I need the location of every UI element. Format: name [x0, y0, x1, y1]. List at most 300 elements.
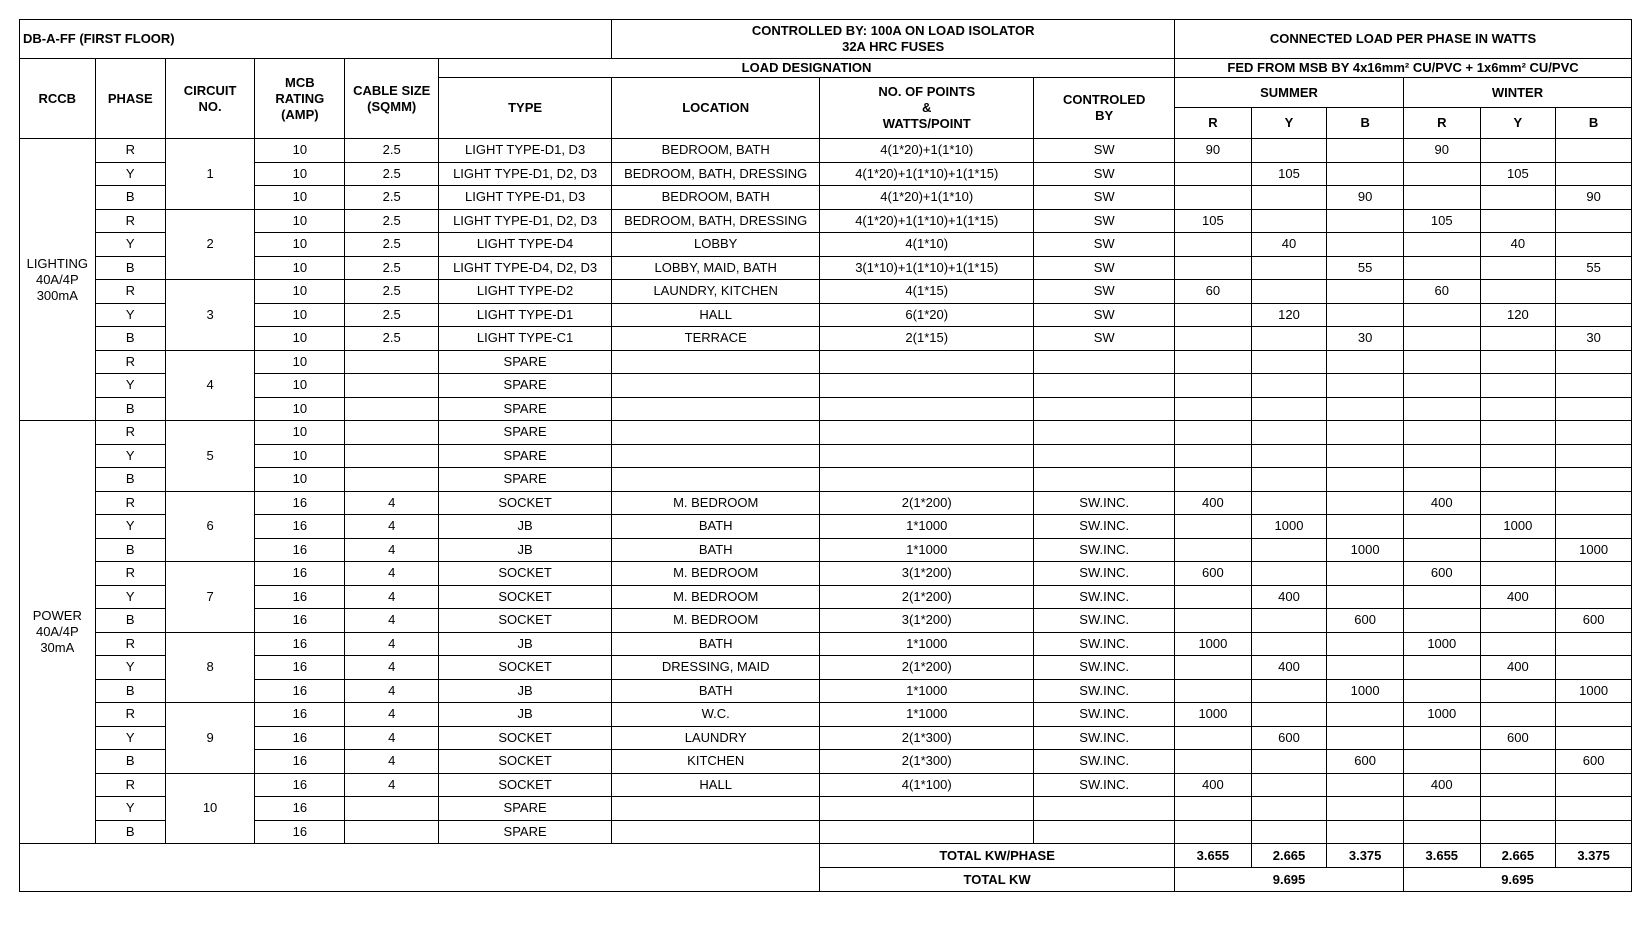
- type-cell: SOCKET: [438, 562, 611, 586]
- table-row: [20, 256, 1632, 280]
- summer-b-cell: 1000: [1327, 538, 1404, 562]
- points-cell: 4(1*100): [820, 773, 1034, 797]
- winter-r-cell: [1403, 186, 1480, 210]
- winter-r-cell: [1403, 609, 1480, 633]
- cable-cell: [345, 444, 438, 468]
- summer-y-cell: [1251, 327, 1327, 351]
- mcb-cell: 16: [255, 515, 345, 539]
- winter-y-cell: [1480, 280, 1556, 304]
- mcb-cell: 10: [255, 139, 345, 163]
- table-row: [20, 750, 1632, 774]
- controlled-by: [612, 20, 1175, 59]
- summer-y-cell: [1251, 609, 1327, 633]
- table-row: [20, 468, 1632, 492]
- controlled-cell: SW.INC.: [1034, 656, 1175, 680]
- winter-b-cell: [1556, 562, 1632, 586]
- winter-y-cell: [1480, 820, 1556, 844]
- winter-y-cell: 40: [1480, 233, 1556, 257]
- summer-r-cell: [1175, 750, 1252, 774]
- summer-r-cell: [1175, 585, 1252, 609]
- winter-y-cell: [1480, 421, 1556, 445]
- phase-cell: B: [95, 468, 165, 492]
- controlled-cell: SW.INC.: [1034, 773, 1175, 797]
- distribution-board-schedule: [19, 19, 1632, 892]
- location-cell: BEDROOM, BATH, DRESSING: [612, 209, 820, 233]
- mcb-cell: 10: [255, 162, 345, 186]
- points-cell: 6(1*20): [820, 303, 1034, 327]
- type-cell: SPARE: [438, 797, 611, 821]
- points-cell: 4(1*10): [820, 233, 1034, 257]
- location-cell: BATH: [612, 632, 820, 656]
- cable-cell: 4: [345, 609, 438, 633]
- type-cell: SPARE: [438, 820, 611, 844]
- table-row: [20, 562, 1632, 586]
- location-cell: M. BEDROOM: [612, 609, 820, 633]
- type-cell: SPARE: [438, 397, 611, 421]
- summer-r-cell: [1175, 820, 1252, 844]
- cable-cell: [345, 797, 438, 821]
- controlled-cell: SW.INC.: [1034, 585, 1175, 609]
- controlled-cell: [1034, 374, 1175, 398]
- winter-y-cell: 400: [1480, 656, 1556, 680]
- summer-b-cell: 600: [1327, 609, 1404, 633]
- type-cell: JB: [438, 679, 611, 703]
- winter-r-cell: [1403, 421, 1480, 445]
- header-mcb-rating: MCB RATING (AMP): [255, 59, 345, 139]
- points-cell: 4(1*20)+1(1*10)+1(1*15): [820, 162, 1034, 186]
- summer-y-cell: [1251, 397, 1327, 421]
- rccb-label-line: LIGHTING: [26, 255, 88, 271]
- summer-b-cell: [1327, 139, 1404, 163]
- summer-b-cell: [1327, 632, 1404, 656]
- mcb-cell: 10: [255, 209, 345, 233]
- mcb-cell: 16: [255, 562, 345, 586]
- location-cell: LOBBY: [612, 233, 820, 257]
- cable-cell: 4: [345, 538, 438, 562]
- header-points: NO. OF POINTS & WATTS/POINT: [820, 78, 1034, 139]
- type-cell: SOCKET: [438, 656, 611, 680]
- points-cell: 1*1000: [820, 679, 1034, 703]
- summer-r-cell: 400: [1175, 773, 1252, 797]
- summer-y-cell: 600: [1251, 726, 1327, 750]
- circuit-number-cell: 6: [165, 491, 254, 562]
- winter-b-cell: 1000: [1556, 679, 1632, 703]
- location-cell: BATH: [612, 679, 820, 703]
- rccb-group-lighting: [20, 139, 96, 421]
- location-cell: [612, 468, 820, 492]
- header-summer-y: Y: [1251, 108, 1327, 139]
- winter-y-cell: [1480, 468, 1556, 492]
- summer-r-cell: [1175, 350, 1252, 374]
- summer-b-cell: [1327, 491, 1404, 515]
- points-cell: [820, 421, 1034, 445]
- winter-b-cell: [1556, 726, 1632, 750]
- mcb-cell: 16: [255, 585, 345, 609]
- points-cell: 1*1000: [820, 515, 1034, 539]
- phase-cell: Y: [95, 515, 165, 539]
- summer-r-cell: 105: [1175, 209, 1252, 233]
- cable-cell: 2.5: [345, 186, 438, 210]
- winter-y-cell: [1480, 374, 1556, 398]
- summer-r-cell: [1175, 256, 1252, 280]
- summer-y-cell: 400: [1251, 585, 1327, 609]
- mcb-cell: 10: [255, 186, 345, 210]
- winter-y-cell: 400: [1480, 585, 1556, 609]
- table-row: [20, 421, 1632, 445]
- mcb-cell: 16: [255, 538, 345, 562]
- summer-r-cell: 1000: [1175, 703, 1252, 727]
- type-cell: JB: [438, 515, 611, 539]
- summer-b-cell: 55: [1327, 256, 1404, 280]
- winter-y-cell: [1480, 444, 1556, 468]
- mcb-cell: 10: [255, 397, 345, 421]
- summer-r-cell: [1175, 186, 1252, 210]
- summer-b-cell: 30: [1327, 327, 1404, 351]
- points-cell: 4(1*20)+1(1*10)+1(1*15): [820, 209, 1034, 233]
- controlled-cell: SW.INC.: [1034, 726, 1175, 750]
- controlled-cell: [1034, 797, 1175, 821]
- controlled-cell: [1034, 820, 1175, 844]
- mcb-cell: 10: [255, 256, 345, 280]
- points-cell: 1*1000: [820, 632, 1034, 656]
- summer-y-cell: [1251, 421, 1327, 445]
- total-kw-phase-row: [20, 844, 1632, 868]
- summer-y-cell: [1251, 538, 1327, 562]
- summer-b-cell: [1327, 468, 1404, 492]
- winter-y-cell: [1480, 703, 1556, 727]
- rccb-label-line: 300mA: [36, 287, 78, 303]
- location-cell: [612, 374, 820, 398]
- type-cell: JB: [438, 703, 611, 727]
- controlled-cell: SW.INC.: [1034, 491, 1175, 515]
- winter-r-cell: 90: [1403, 139, 1480, 163]
- summer-r-cell: [1175, 726, 1252, 750]
- mcb-cell: 16: [255, 491, 345, 515]
- location-cell: BATH: [612, 538, 820, 562]
- summer-r-cell: [1175, 609, 1252, 633]
- winter-r-cell: [1403, 303, 1480, 327]
- winter-b-cell: [1556, 491, 1632, 515]
- circuit-number-cell: 5: [165, 421, 254, 492]
- cable-cell: 4: [345, 491, 438, 515]
- phase-cell: Y: [95, 656, 165, 680]
- summer-y-cell: [1251, 491, 1327, 515]
- location-cell: TERRACE: [612, 327, 820, 351]
- location-cell: BEDROOM, BATH, DRESSING: [612, 162, 820, 186]
- table-row: [20, 303, 1632, 327]
- summer-r-cell: [1175, 656, 1252, 680]
- winter-y-cell: [1480, 609, 1556, 633]
- type-cell: SOCKET: [438, 726, 611, 750]
- phase-cell: Y: [95, 303, 165, 327]
- cable-cell: 4: [345, 679, 438, 703]
- winter-r-cell: [1403, 233, 1480, 257]
- mcb-cell: 16: [255, 773, 345, 797]
- winter-b-cell: [1556, 374, 1632, 398]
- winter-r-cell: 1000: [1403, 632, 1480, 656]
- winter-y-cell: [1480, 750, 1556, 774]
- table-row: [20, 374, 1632, 398]
- summer-r-cell: [1175, 162, 1252, 186]
- summer-r-cell: 400: [1175, 491, 1252, 515]
- phase-cell: Y: [95, 797, 165, 821]
- location-cell: M. BEDROOM: [612, 585, 820, 609]
- summer-y-cell: [1251, 703, 1327, 727]
- phase-cell: B: [95, 256, 165, 280]
- winter-y-cell: [1480, 186, 1556, 210]
- winter-y-cell: [1480, 209, 1556, 233]
- cable-cell: [345, 468, 438, 492]
- header-cable-size: CABLE SIZE (SQMM): [345, 59, 438, 139]
- cable-cell: [345, 820, 438, 844]
- location-cell: [612, 350, 820, 374]
- winter-y-cell: [1480, 397, 1556, 421]
- points-cell: 2(1*200): [820, 491, 1034, 515]
- summer-y-cell: [1251, 444, 1327, 468]
- summer-b-cell: [1327, 233, 1404, 257]
- phase-cell: R: [95, 773, 165, 797]
- table-row: [20, 350, 1632, 374]
- header-type: TYPE: [438, 78, 611, 139]
- location-cell: LOBBY, MAID, BATH: [612, 256, 820, 280]
- phase-cell: R: [95, 421, 165, 445]
- summer-y-cell: 40: [1251, 233, 1327, 257]
- location-cell: W.C.: [612, 703, 820, 727]
- circuit-number-cell: 7: [165, 562, 254, 633]
- summer-b-cell: [1327, 162, 1404, 186]
- phase-cell: B: [95, 186, 165, 210]
- controlled-cell: SW: [1034, 327, 1175, 351]
- cable-cell: 2.5: [345, 256, 438, 280]
- points-cell: [820, 350, 1034, 374]
- winter-b-cell: [1556, 444, 1632, 468]
- mcb-cell: 16: [255, 656, 345, 680]
- controlled-cell: [1034, 350, 1175, 374]
- total-summer-b-value: 3.375: [1327, 844, 1404, 868]
- winter-b-cell: [1556, 703, 1632, 727]
- phase-cell: B: [95, 397, 165, 421]
- summer-y-cell: 120: [1251, 303, 1327, 327]
- summer-r-cell: [1175, 679, 1252, 703]
- winter-r-cell: [1403, 820, 1480, 844]
- mcb-cell: 10: [255, 327, 345, 351]
- circuit-number-cell: 4: [165, 350, 254, 421]
- winter-y-cell: [1480, 327, 1556, 351]
- winter-b-cell: [1556, 632, 1632, 656]
- winter-y-cell: [1480, 256, 1556, 280]
- summer-y-cell: [1251, 256, 1327, 280]
- table-row: [20, 703, 1632, 727]
- type-cell: LIGHT TYPE-D4, D2, D3: [438, 256, 611, 280]
- mcb-cell: 16: [255, 750, 345, 774]
- winter-r-cell: [1403, 374, 1480, 398]
- total-kw-phase-label: TOTAL KW/PHASE: [820, 844, 1175, 868]
- summer-b-cell: [1327, 515, 1404, 539]
- type-cell: SOCKET: [438, 750, 611, 774]
- cable-cell: 4: [345, 703, 438, 727]
- type-cell: SPARE: [438, 374, 611, 398]
- table-row: [20, 186, 1632, 210]
- points-cell: [820, 374, 1034, 398]
- summer-b-cell: [1327, 585, 1404, 609]
- summer-b-cell: [1327, 773, 1404, 797]
- table-row: [20, 820, 1632, 844]
- points-cell: 3(1*10)+1(1*10)+1(1*15): [820, 256, 1034, 280]
- type-cell: JB: [438, 632, 611, 656]
- winter-r-cell: [1403, 327, 1480, 351]
- summer-b-cell: [1327, 444, 1404, 468]
- cable-cell: 2.5: [345, 209, 438, 233]
- summer-r-cell: [1175, 397, 1252, 421]
- winter-y-cell: [1480, 538, 1556, 562]
- winter-b-cell: [1556, 820, 1632, 844]
- summer-y-cell: 105: [1251, 162, 1327, 186]
- cable-cell: 4: [345, 656, 438, 680]
- mcb-cell: 16: [255, 632, 345, 656]
- mcb-cell: 10: [255, 421, 345, 445]
- total-summer-y-value: 2.665: [1251, 844, 1327, 868]
- controlled-cell: SW: [1034, 162, 1175, 186]
- total-winter-b-value: 3.375: [1556, 844, 1632, 868]
- summer-y-cell: [1251, 750, 1327, 774]
- phase-cell: R: [95, 139, 165, 163]
- circuit-number-cell: 9: [165, 703, 254, 774]
- phase-cell: R: [95, 632, 165, 656]
- mcb-cell: 10: [255, 468, 345, 492]
- type-cell: SOCKET: [438, 773, 611, 797]
- circuit-number-cell: 10: [165, 773, 254, 844]
- controlled-cell: [1034, 444, 1175, 468]
- winter-b-cell: [1556, 303, 1632, 327]
- points-cell: 2(1*200): [820, 656, 1034, 680]
- type-cell: SOCKET: [438, 585, 611, 609]
- fuse-text: 32A HRC FUSES: [842, 39, 945, 54]
- controlled-cell: SW.INC.: [1034, 750, 1175, 774]
- blank-footer-cell: [20, 844, 820, 892]
- table-row: [20, 280, 1632, 304]
- location-cell: [612, 797, 820, 821]
- rccb-label-line: 30mA: [40, 640, 75, 655]
- cable-cell: 2.5: [345, 233, 438, 257]
- summer-r-cell: 60: [1175, 280, 1252, 304]
- summer-b-cell: [1327, 820, 1404, 844]
- winter-y-cell: [1480, 139, 1556, 163]
- table-row: [20, 797, 1632, 821]
- controlled-cell: SW: [1034, 256, 1175, 280]
- winter-r-cell: 600: [1403, 562, 1480, 586]
- type-cell: LIGHT TYPE-D1, D2, D3: [438, 162, 611, 186]
- summer-b-cell: 90: [1327, 186, 1404, 210]
- summer-b-cell: [1327, 797, 1404, 821]
- summer-y-cell: [1251, 773, 1327, 797]
- cable-cell: 2.5: [345, 162, 438, 186]
- winter-y-cell: [1480, 491, 1556, 515]
- header-location: LOCATION: [612, 78, 820, 139]
- type-cell: SOCKET: [438, 491, 611, 515]
- connected-load-title: CONNECTED LOAD PER PHASE IN WATTS: [1175, 20, 1632, 59]
- mcb-cell: 16: [255, 820, 345, 844]
- mcb-cell: 10: [255, 350, 345, 374]
- winter-b-cell: [1556, 233, 1632, 257]
- location-cell: M. BEDROOM: [612, 491, 820, 515]
- controlled-cell: [1034, 397, 1175, 421]
- controlled-cell: SW: [1034, 186, 1175, 210]
- winter-r-cell: [1403, 679, 1480, 703]
- cable-cell: 2.5: [345, 280, 438, 304]
- location-cell: DRESSING, MAID: [612, 656, 820, 680]
- cable-cell: [345, 397, 438, 421]
- winter-total-kw: 9.695: [1403, 868, 1631, 892]
- summer-y-cell: [1251, 820, 1327, 844]
- type-cell: SPARE: [438, 444, 611, 468]
- controlled-cell: SW.INC.: [1034, 679, 1175, 703]
- cable-cell: [345, 350, 438, 374]
- winter-y-cell: [1480, 773, 1556, 797]
- table-row: [20, 491, 1632, 515]
- table-row: [20, 632, 1632, 656]
- summer-r-cell: [1175, 233, 1252, 257]
- phase-cell: R: [95, 491, 165, 515]
- type-cell: LIGHT TYPE-D1, D2, D3: [438, 209, 611, 233]
- summer-r-cell: 1000: [1175, 632, 1252, 656]
- summer-y-cell: [1251, 374, 1327, 398]
- location-cell: HALL: [612, 773, 820, 797]
- rccb-label-line: 40A/4P: [35, 624, 79, 639]
- summer-r-cell: [1175, 468, 1252, 492]
- cable-cell: 4: [345, 726, 438, 750]
- phase-cell: Y: [95, 585, 165, 609]
- summer-b-cell: 1000: [1327, 679, 1404, 703]
- location-cell: KITCHEN: [612, 750, 820, 774]
- phase-cell: R: [95, 703, 165, 727]
- table-row: [20, 609, 1632, 633]
- winter-y-cell: [1480, 632, 1556, 656]
- winter-r-cell: [1403, 444, 1480, 468]
- cable-cell: 2.5: [345, 139, 438, 163]
- phase-cell: B: [95, 820, 165, 844]
- phase-cell: R: [95, 350, 165, 374]
- type-cell: SPARE: [438, 468, 611, 492]
- table-row: [20, 444, 1632, 468]
- isolator-text: CONTROLLED BY: 100A ON LOAD ISOLATOR: [751, 23, 1035, 38]
- table-row: [20, 585, 1632, 609]
- winter-y-cell: [1480, 350, 1556, 374]
- cable-cell: 4: [345, 773, 438, 797]
- phase-cell: B: [95, 609, 165, 633]
- points-cell: 3(1*200): [820, 609, 1034, 633]
- circuit-number-cell: 1: [165, 139, 254, 210]
- winter-b-cell: 600: [1556, 750, 1632, 774]
- winter-b-cell: [1556, 797, 1632, 821]
- header-summer: SUMMER: [1175, 78, 1404, 108]
- mcb-cell: 16: [255, 609, 345, 633]
- table-row: [20, 233, 1632, 257]
- summer-r-cell: 600: [1175, 562, 1252, 586]
- summer-r-cell: [1175, 421, 1252, 445]
- summer-r-cell: [1175, 515, 1252, 539]
- summer-y-cell: [1251, 350, 1327, 374]
- location-cell: M. BEDROOM: [612, 562, 820, 586]
- phase-cell: Y: [95, 162, 165, 186]
- points-cell: 3(1*200): [820, 562, 1034, 586]
- winter-b-cell: 90: [1556, 186, 1632, 210]
- controlled-cell: SW.INC.: [1034, 515, 1175, 539]
- mcb-cell: 16: [255, 679, 345, 703]
- cable-cell: 2.5: [345, 303, 438, 327]
- winter-y-cell: [1480, 679, 1556, 703]
- points-cell: 1*1000: [820, 538, 1034, 562]
- winter-b-cell: [1556, 773, 1632, 797]
